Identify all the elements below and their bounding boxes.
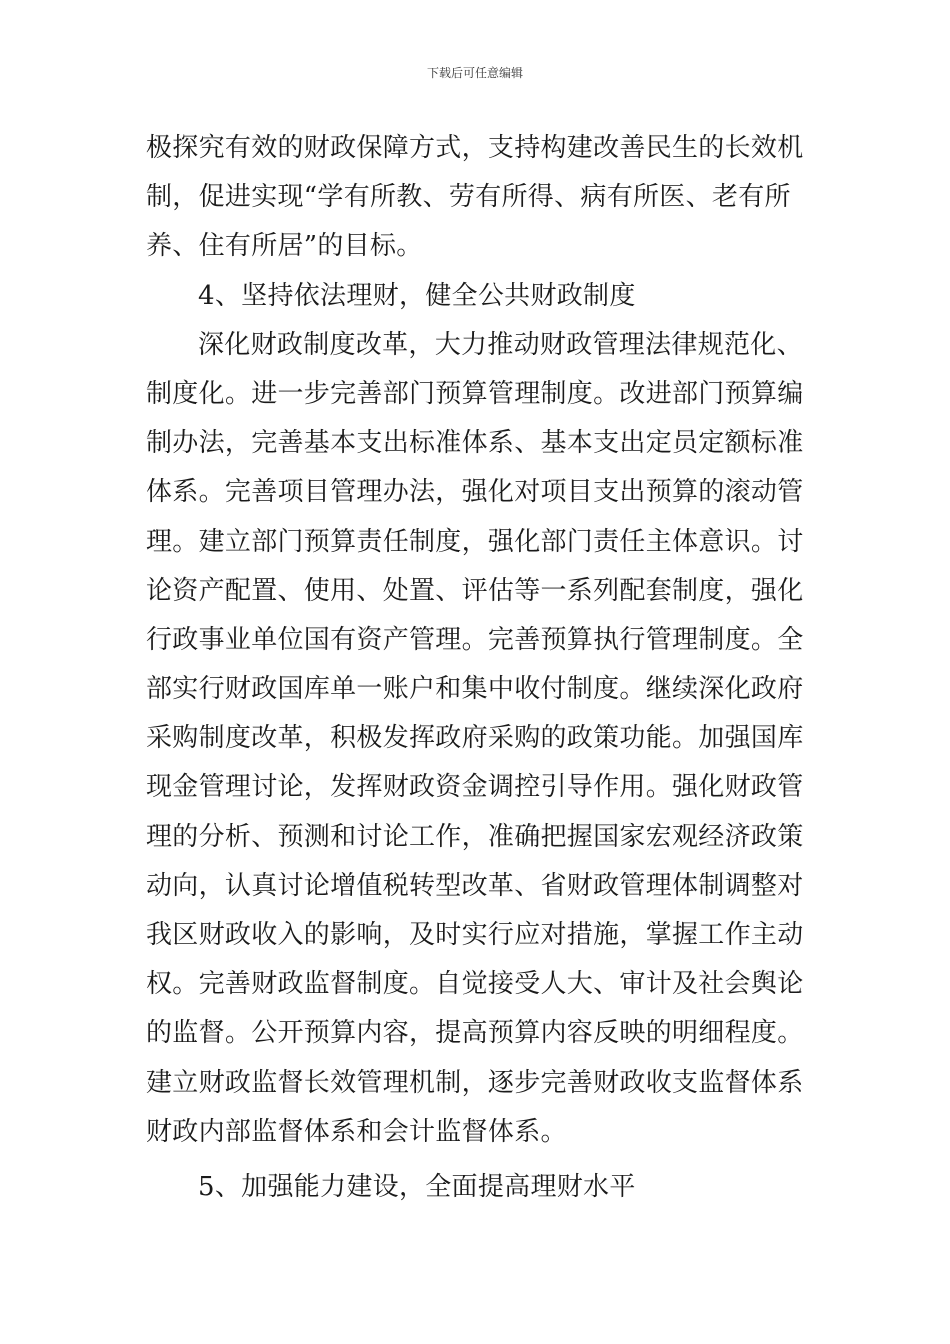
text-line: 制，促进实现“学有所教、劳有所得、病有所医、老有所 (146, 182, 791, 213)
text-line: 制度化。进一步完善部门预算管理制度。改进部门预算编 (146, 378, 804, 409)
text-line: 的监督。公开预算内容，提高预算内容反映的明细程度。 (146, 1018, 804, 1049)
text-line: 现金管理讨论，发挥财政资金调控引导作用。强化财政管 (146, 772, 804, 803)
text-line: 建立财政监督长效管理机制，逐步完善财政收支监督体系 (146, 1067, 804, 1098)
text-line: 养、住有所居”的目标。 (146, 231, 423, 262)
text-line: 动向，认真讨论增值税转型改革、省财政管理体制调整对 (146, 870, 804, 901)
text-line: 论资产配置、使用、处置、评估等一系列配套制度，强化 (146, 575, 804, 606)
text-line: 权。完善财政监督制度。自觉接受人大、审计及社会舆论 (146, 969, 804, 1000)
text-line: 理。建立部门预算责任制度，强化部门责任主体意识。讨 (146, 526, 804, 557)
document-body (146, 124, 812, 1212)
section-heading-4: 4、坚持依法理财，健全公共财政制度 (198, 280, 636, 311)
text-line: 体系。完善项目管理办法，强化对项目支出预算的滚动管 (146, 477, 804, 508)
text-line: 行政事业单位国有资产管理。完善预算执行管理制度。全 (146, 624, 804, 655)
text-line: 制办法，完善基本支出标准体系、基本支出定员定额标准 (146, 428, 804, 459)
text-line: 财政内部监督体系和会计监督体系。 (146, 1116, 567, 1147)
text-line: 部实行财政国库单一账户和集中收付制度。继续深化政府 (146, 674, 804, 705)
text-line: 深化财政制度改革，大力推动财政管理法律规范化、 (198, 329, 803, 360)
page-header: 下载后可任意编辑 (426, 66, 523, 80)
text-line: 极探究有效的财政保障方式，支持构建改善民生的长效机 (146, 133, 804, 163)
text-line: 我区财政收入的影响，及时实行应对措施，掌握工作主动 (146, 920, 804, 950)
section-heading-5: 5、加强能力建设，全面提高理财水平 (198, 1171, 636, 1202)
text-line: 理的分析、预测和讨论工作，准确把握国家宏观经济政策 (146, 821, 804, 852)
text-line: 采购制度改革，积极发挥政府采购的政策功能。加强国库 (146, 723, 804, 754)
